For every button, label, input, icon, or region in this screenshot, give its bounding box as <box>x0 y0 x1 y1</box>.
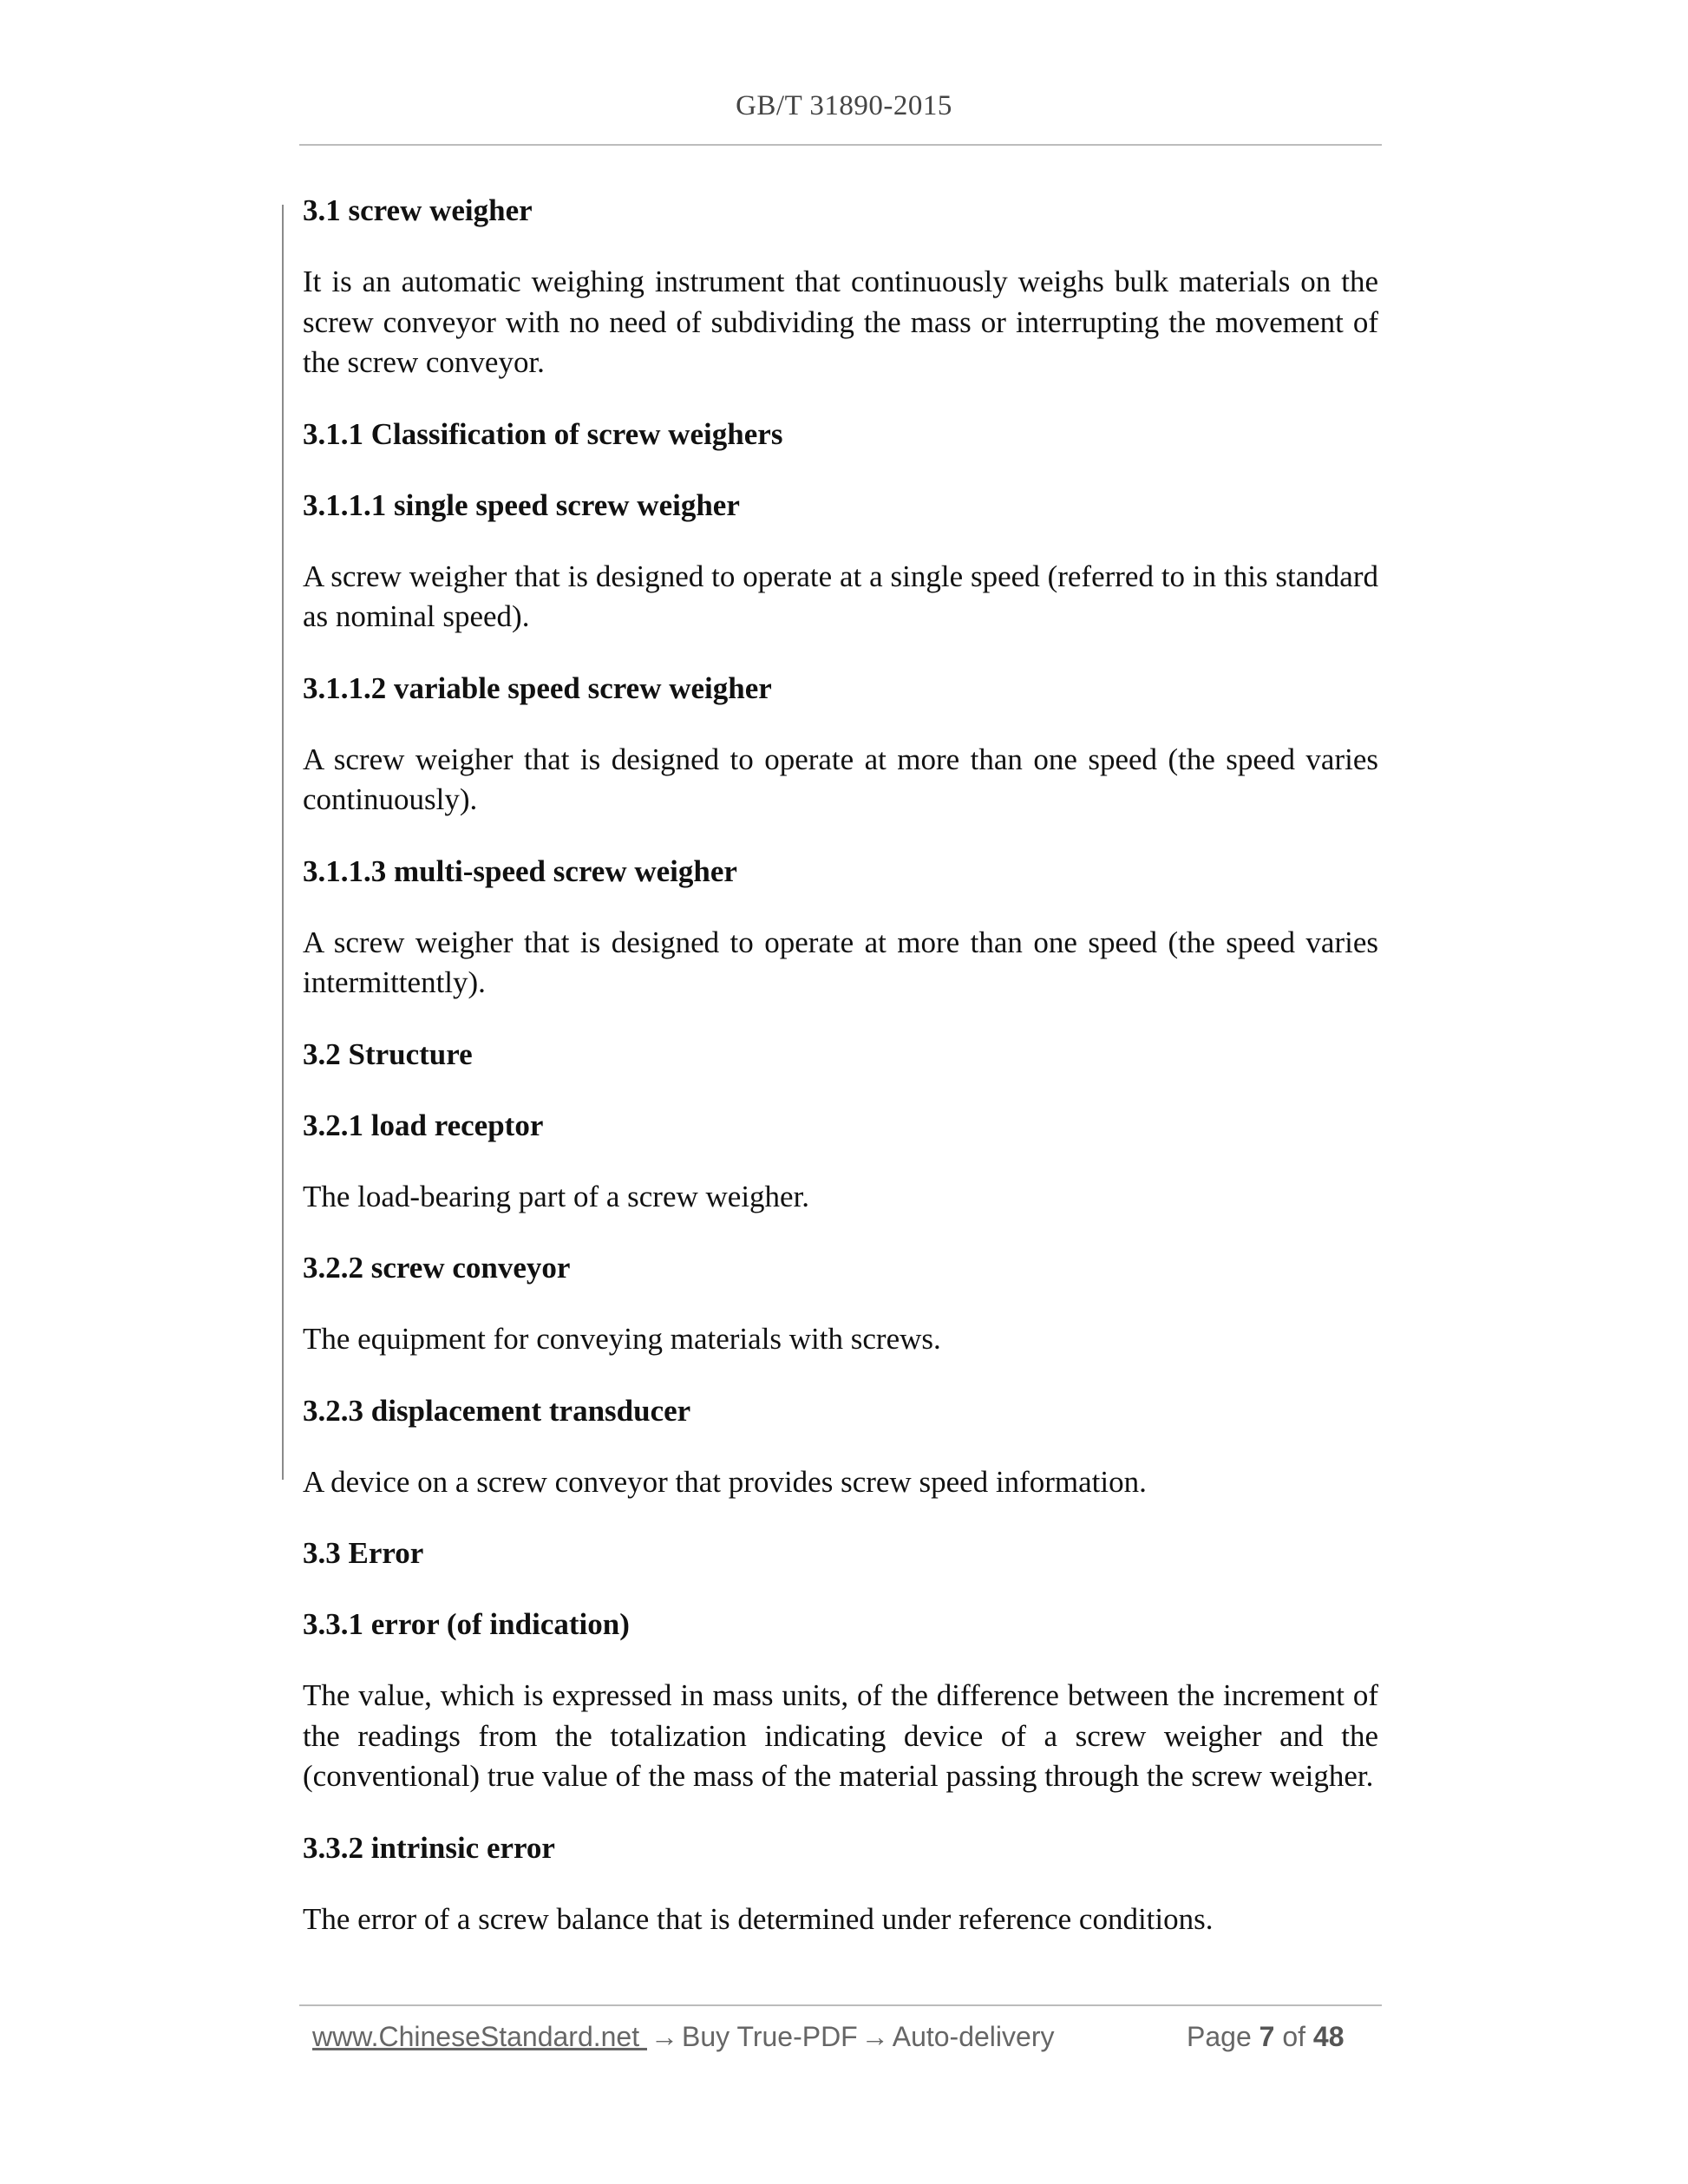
section-heading: 3.2.2 screw conveyor <box>303 1251 571 1285</box>
section-body: A screw weigher that is designed to operate at a single speed (referred to in this standard as nominal speed). <box>303 559 1378 633</box>
section-body: A device on a screw conveyor that provides screw speed information. <box>303 1464 1147 1499</box>
section-body: The equipment for conveying materials with screws. <box>303 1322 941 1356</box>
section-heading: 3.1.1 Classification of screw weighers <box>303 416 783 451</box>
section-heading: 3.3 Error <box>303 1536 424 1570</box>
section-body: The load-bearing part of a screw weigher. <box>303 1179 810 1213</box>
section-heading: 3.1 screw weigher <box>303 193 533 227</box>
document-body <box>303 191 1378 1939</box>
section-body: The error of a screw balance that is determined under reference conditions. <box>303 1901 1214 1936</box>
section-heading: 3.1.1.3 multi-speed screw weigher <box>303 853 737 888</box>
section-heading: 3.3.2 intrinsic error <box>303 1830 555 1865</box>
arrow-right-icon: → <box>860 2021 889 2052</box>
arrow-right-icon: → <box>651 2021 678 2052</box>
header-divider <box>299 144 1382 146</box>
auto-delivery-text: Auto-delivery <box>892 2021 1055 2052</box>
section-heading: 3.1.1.2 variable speed screw weigher <box>303 670 772 705</box>
page-label: Page <box>1187 2021 1252 2052</box>
site-link[interactable]: www.ChineseStandard.net <box>312 2021 647 2052</box>
section-body: A screw weigher that is designed to operate at more than one speed (the speed varies continuously). <box>303 742 1378 816</box>
page-current: 7 <box>1259 2021 1275 2052</box>
footer-links <box>312 2021 1054 2053</box>
change-bar <box>282 205 284 1480</box>
section-body: A screw weigher that is designed to operate at more than one speed (the speed varies intermittently). <box>303 925 1378 999</box>
section-heading: 3.1.1.1 single speed screw weigher <box>303 487 740 522</box>
page-footer <box>0 2021 1688 2064</box>
of-label: of <box>1282 2021 1305 2052</box>
document-code: GB/T 31890-2015 <box>736 90 952 121</box>
section-body: It is an automatic weighing instrument that continuously weighs bulk materials on the screw conveyor with no need of subdividing the mass or interrupting the movement of the screw conveyor. <box>303 265 1378 379</box>
section-heading: 3.2 Structure <box>303 1036 473 1071</box>
page-total: 48 <box>1312 2021 1345 2052</box>
page-indicator <box>1187 2021 1344 2053</box>
section-heading: 3.2.3 displacement transducer <box>303 1393 691 1428</box>
section-body: The value, which is expressed in mass units, of the difference between the increment of the readings from the totalization indicating device of a screw weigher and the (conventional) true value of the mass of the material passing through the screw weigher. <box>303 1678 1378 1793</box>
section-heading: 3.3.1 error (of indication) <box>303 1607 630 1641</box>
section-heading: 3.2.1 load receptor <box>303 1108 544 1142</box>
buy-pdf-link[interactable]: Buy True-PDF <box>682 2021 858 2052</box>
footer-divider <box>299 2004 1382 2006</box>
